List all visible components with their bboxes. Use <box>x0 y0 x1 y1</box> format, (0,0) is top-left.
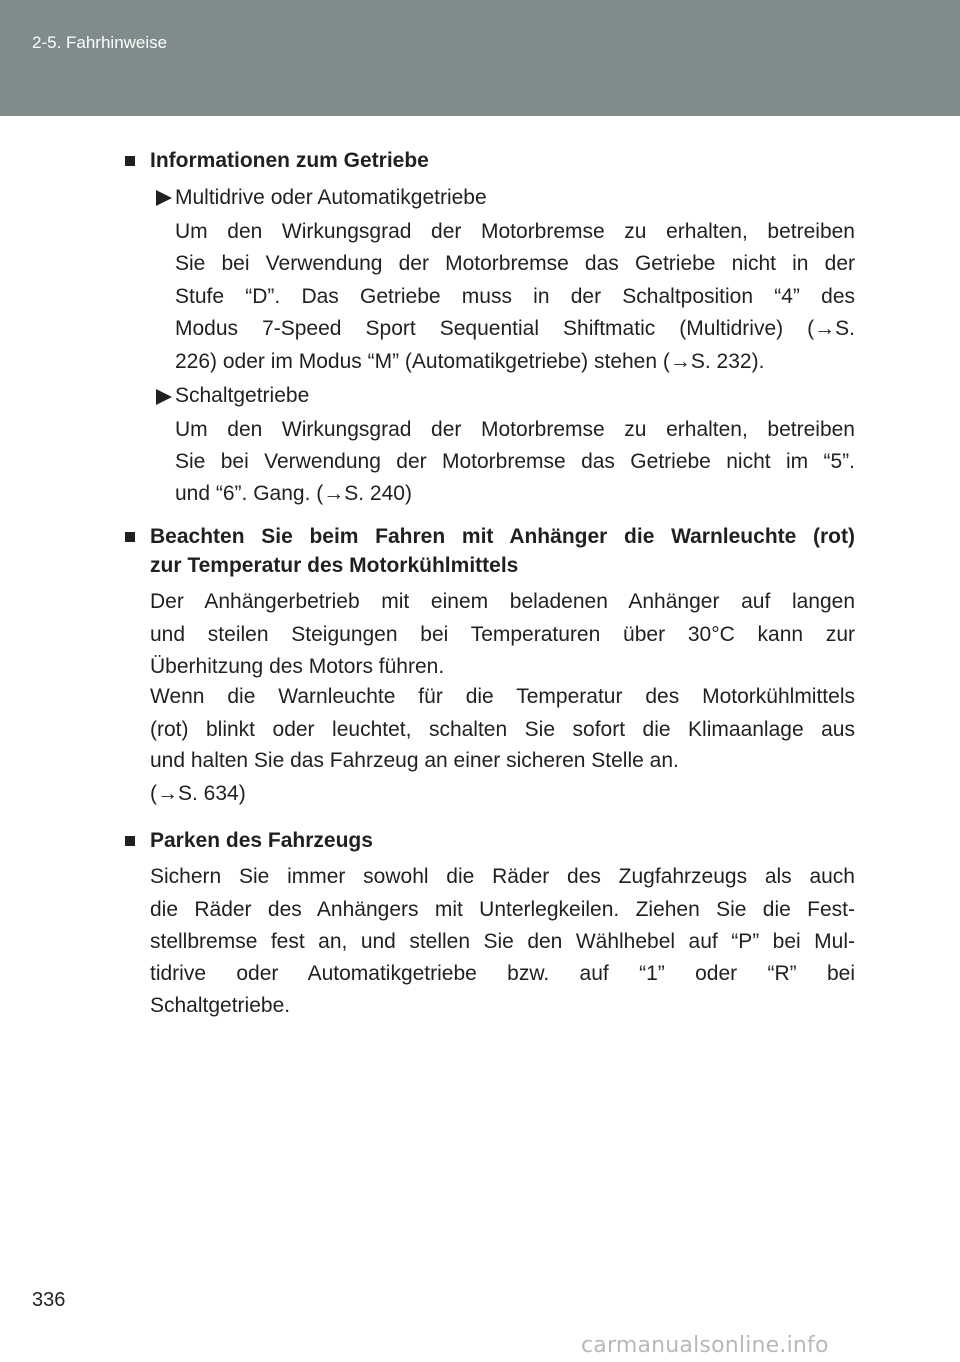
body-line: tidrive oder Automatikgetriebe bzw. auf “1” oder “R” bei <box>150 962 855 985</box>
body-line: Stufe “D”. Das Getriebe muss in der Schaltposition “4” des <box>175 285 855 308</box>
body-line: Um den Wirkungsgrad der Motorbremse zu erhalten, betreiben <box>175 418 855 441</box>
body-line: und steilen Steigungen bei Temperaturen über 30°C kann zur <box>150 623 855 646</box>
page-number: 336 <box>32 1289 66 1311</box>
body-line: stellbremse fest an, und stellen Sie den Wählhebel auf “P” bei Mul- <box>150 930 855 953</box>
body-line: Überhitzung des Motors führen. <box>150 655 445 678</box>
triangle-bullet-icon <box>156 389 172 405</box>
section-heading: zur Temperatur des Motorkühlmittels <box>150 554 519 577</box>
body-line: Sie bei Verwendung der Motorbremse das Getriebe nicht in der <box>175 252 855 275</box>
section-heading: Parken des Fahrzeugs <box>150 829 373 852</box>
square-bullet-icon <box>125 156 135 166</box>
body-line: Modus 7-Speed Sport Sequential Shiftmatic (Multidrive) (→S. <box>175 317 855 340</box>
body-line: Um den Wirkungsgrad der Motorbremse zu erhalten, betreiben <box>175 220 855 243</box>
watermark-link[interactable]: carmanualsonline.info <box>581 1333 829 1358</box>
page-header <box>0 0 960 116</box>
body-line: Der Anhängerbetrieb mit einem beladenen Anhänger auf langen <box>150 590 855 613</box>
section-title: 2-5. Fahrhinweise <box>32 33 168 52</box>
square-bullet-icon <box>125 532 135 542</box>
body-line: Sie bei Verwendung der Motorbremse das Getriebe nicht im “5”. <box>175 450 855 473</box>
item-title: Multidrive oder Automatikgetriebe <box>175 186 487 209</box>
body-line: und “6”. Gang. (→S. 240) <box>175 482 412 505</box>
square-bullet-icon <box>125 836 135 846</box>
body-line: 226) oder im Modus “M” (Automatikgetriebe) stehen (→S. 232). <box>175 350 765 373</box>
section-heading: Informationen zum Getriebe <box>150 149 429 172</box>
body-line: und halten Sie das Fahrzeug an einer sicheren Stelle an. <box>150 749 679 772</box>
body-line: Schaltgetriebe. <box>150 994 291 1017</box>
body-line: (→S. 634) <box>150 782 246 805</box>
body-line: (rot) blinkt oder leuchtet, schalten Sie sofort die Klimaanlage aus <box>150 718 855 741</box>
item-title: Schaltgetriebe <box>175 384 310 407</box>
body-line: die Räder des Anhängers mit Unterlegkeilen. Ziehen Sie die Fest- <box>150 898 855 921</box>
triangle-bullet-icon <box>156 190 172 206</box>
body-line: Sichern Sie immer sowohl die Räder des Zugfahrzeugs als auch <box>150 865 855 888</box>
body-line: Wenn die Warnleuchte für die Temperatur des Motorkühlmittels <box>150 685 855 708</box>
section-heading: Beachten Sie beim Fahren mit Anhänger die Warnleuchte (rot) <box>150 525 855 548</box>
